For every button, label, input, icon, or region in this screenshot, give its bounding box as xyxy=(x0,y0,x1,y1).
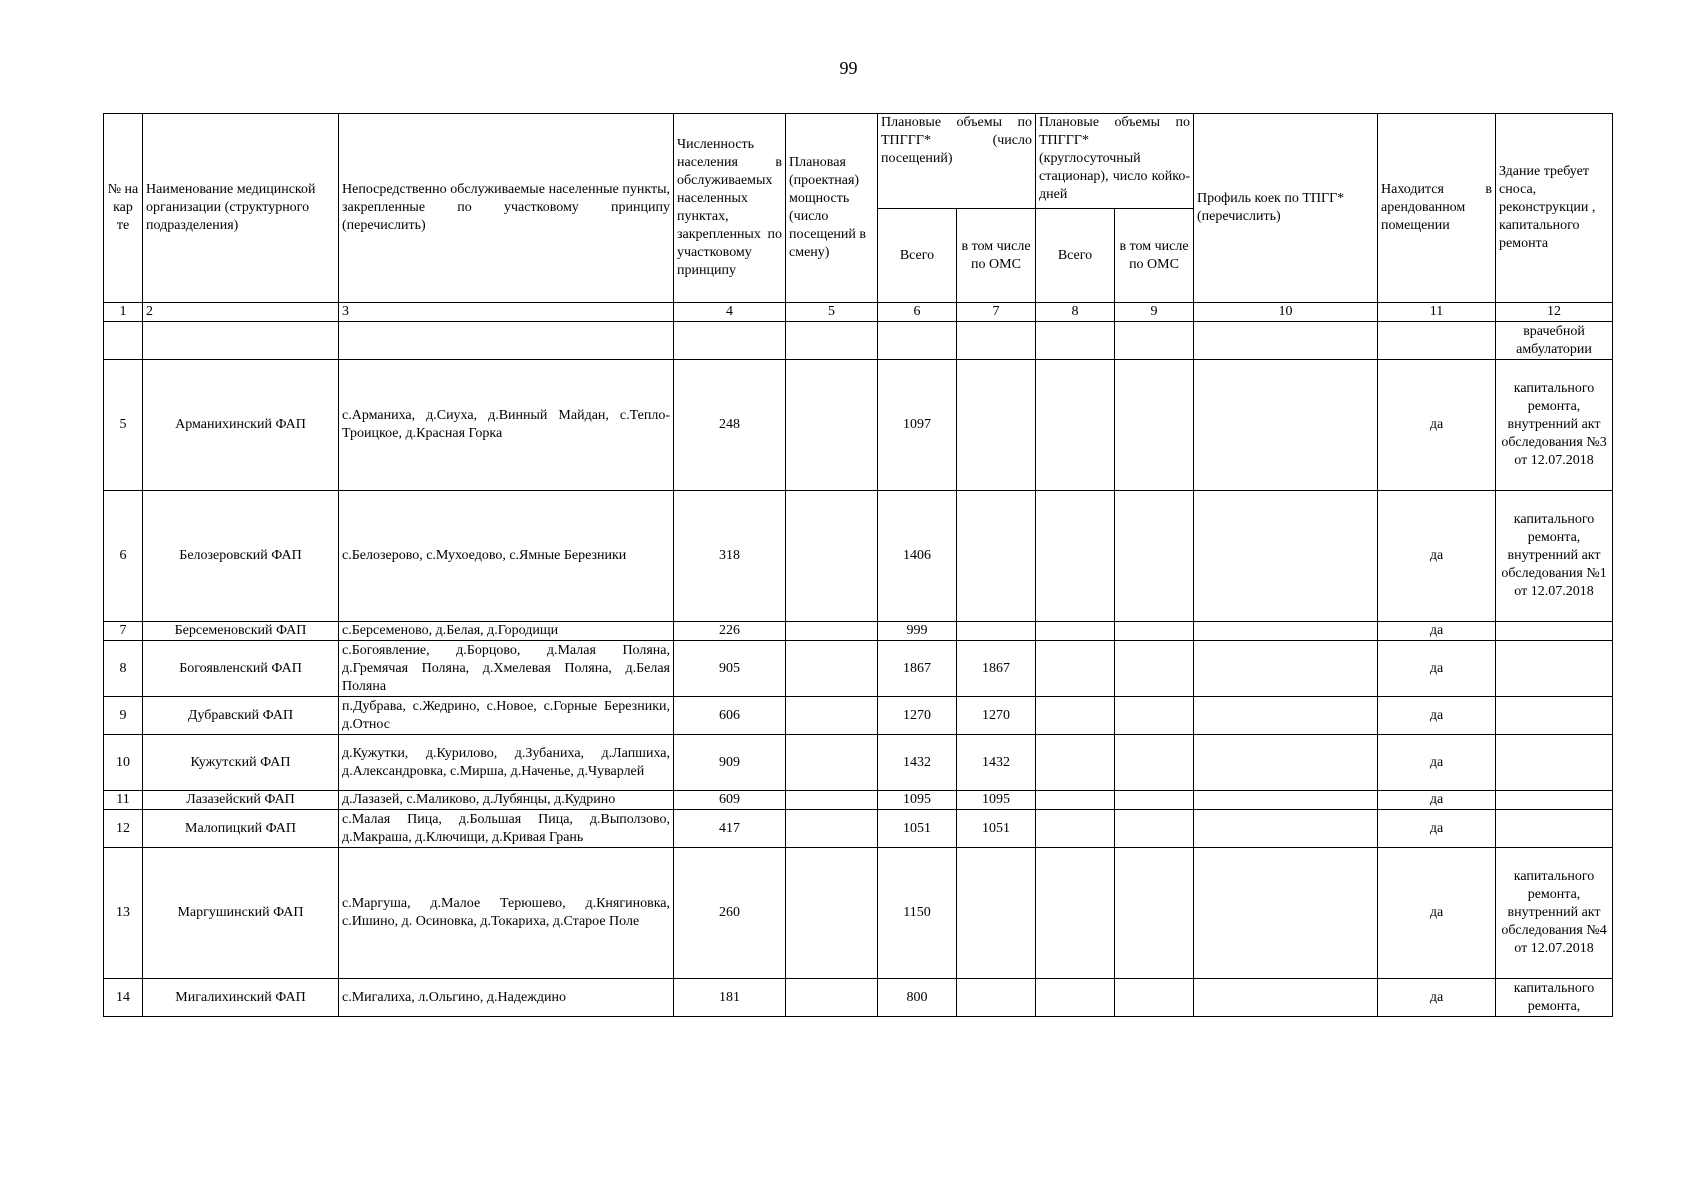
settlements-cell: с.Мигалиха, л.Ольгино, д.Надеждино xyxy=(339,979,674,1017)
visits-total-cell xyxy=(878,322,957,360)
row-number-cell: 11 xyxy=(104,791,143,810)
column-number: 11 xyxy=(1378,303,1496,322)
organization-name-cell: Мигалихинский ФАП xyxy=(143,979,339,1017)
rented-cell: да xyxy=(1378,622,1496,641)
column-number: 12 xyxy=(1496,303,1613,322)
beds-total-cell xyxy=(1036,979,1115,1017)
beds-oms-cell xyxy=(1115,791,1194,810)
row-number-cell: 13 xyxy=(104,848,143,979)
column-number: 3 xyxy=(339,303,674,322)
visits-oms-cell: 1051 xyxy=(957,810,1036,848)
building-state-cell xyxy=(1496,735,1613,791)
organization-name-cell xyxy=(143,322,339,360)
beds-total-cell xyxy=(1036,848,1115,979)
capacity-cell xyxy=(786,622,878,641)
header-bed-profile: Профиль коек по ТПГГ* (перечислить) xyxy=(1194,114,1378,303)
beds-oms-cell xyxy=(1115,697,1194,735)
rented-cell: да xyxy=(1378,979,1496,1017)
visits-oms-cell xyxy=(957,322,1036,360)
bed-profile-cell xyxy=(1194,360,1378,491)
organization-name-cell: Белозеровский ФАП xyxy=(143,491,339,622)
beds-total-cell xyxy=(1036,791,1115,810)
bed-profile-cell xyxy=(1194,810,1378,848)
capacity-cell xyxy=(786,641,878,697)
table-row xyxy=(104,360,1613,491)
header-visits-oms: в том числе по ОМС xyxy=(957,209,1036,303)
beds-total-cell xyxy=(1036,322,1115,360)
capacity-cell xyxy=(786,848,878,979)
bed-profile-cell xyxy=(1194,641,1378,697)
beds-oms-cell xyxy=(1115,979,1194,1017)
bed-profile-cell xyxy=(1194,491,1378,622)
beds-oms-cell xyxy=(1115,360,1194,491)
visits-oms-cell: 1867 xyxy=(957,641,1036,697)
visits-total-cell: 1097 xyxy=(878,360,957,491)
beds-total-cell xyxy=(1036,735,1115,791)
rented-cell: да xyxy=(1378,735,1496,791)
header-rented: Находится в арендованном помещении xyxy=(1378,114,1496,303)
row-number-cell: 8 xyxy=(104,641,143,697)
building-state-cell: капитального ремонта, xyxy=(1496,979,1613,1017)
facilities-table xyxy=(103,113,1613,1017)
settlements-cell: с.Арманиха, д.Сиуха, д.Винный Майдан, с.Тепло- Троицкое, д.Красная Горка xyxy=(339,360,674,491)
bed-profile-cell xyxy=(1194,848,1378,979)
visits-total-cell: 1406 xyxy=(878,491,957,622)
beds-oms-cell xyxy=(1115,735,1194,791)
beds-oms-cell xyxy=(1115,848,1194,979)
visits-total-cell: 1051 xyxy=(878,810,957,848)
organization-name-cell: Маргушинский ФАП xyxy=(143,848,339,979)
capacity-cell xyxy=(786,491,878,622)
organization-name-cell: Берсеменовский ФАП xyxy=(143,622,339,641)
settlements-cell: с.Малая Пица, д.Большая Пица, д.Выползово, д.Макраша, д.Ключищи, д.Кривая Грань xyxy=(339,810,674,848)
capacity-cell xyxy=(786,360,878,491)
column-number: 2 xyxy=(143,303,339,322)
capacity-cell xyxy=(786,979,878,1017)
beds-total-cell xyxy=(1036,810,1115,848)
header-organization: Наименование медицинской организации (структурного подразделения) xyxy=(143,114,339,303)
settlements-cell: д.Лазазей, с.Маликово, д.Лубянцы, д.Кудрино xyxy=(339,791,674,810)
visits-total-cell: 1095 xyxy=(878,791,957,810)
visits-oms-cell xyxy=(957,848,1036,979)
column-number: 4 xyxy=(674,303,786,322)
settlements-cell: с.Белозерово, с.Мухоедово, с.Ямные Березники xyxy=(339,491,674,622)
beds-oms-cell xyxy=(1115,322,1194,360)
table-row xyxy=(104,848,1613,979)
visits-oms-cell xyxy=(957,491,1036,622)
header-number: № на кар те xyxy=(104,114,143,303)
beds-oms-cell xyxy=(1115,491,1194,622)
beds-total-cell xyxy=(1036,360,1115,491)
visits-total-cell: 1150 xyxy=(878,848,957,979)
settlements-cell: с.Маргуша, д.Малое Терюшево, д.Княгиновка, с.Ишино, д. Осиновка, д.Токариха, д.Старое Поле xyxy=(339,848,674,979)
building-state-cell: капитального ремонта, внутренний акт обследования №1 от 12.07.2018 xyxy=(1496,491,1613,622)
bed-profile-cell xyxy=(1194,697,1378,735)
visits-total-cell: 800 xyxy=(878,979,957,1017)
population-cell: 318 xyxy=(674,491,786,622)
settlements-cell xyxy=(339,322,674,360)
settlements-cell: с.Богоявление, д.Борцово, д.Малая Поляна, д.Гремячая Поляна, д.Хмелевая Поляна, д.Белая Поляна xyxy=(339,641,674,697)
header-settlements: Непосредственно обслуживаемые населенные пункты, закрепленные по участковому принципу (перечислить) xyxy=(339,114,674,303)
rented-cell: да xyxy=(1378,791,1496,810)
table-body xyxy=(104,322,1613,1017)
row-number-cell: 10 xyxy=(104,735,143,791)
capacity-cell xyxy=(786,735,878,791)
header-building-state: Здание требует сноса, реконструкции , капитального ремонта xyxy=(1496,114,1613,303)
table-row xyxy=(104,791,1613,810)
population-cell: 909 xyxy=(674,735,786,791)
organization-name-cell: Малопицкий ФАП xyxy=(143,810,339,848)
bed-profile-cell xyxy=(1194,791,1378,810)
header-planned-beds: Плановые объемы по ТПГГГ* (круглосуточный стационар), число койко-дней xyxy=(1036,114,1194,209)
column-number: 9 xyxy=(1115,303,1194,322)
visits-total-cell: 1270 xyxy=(878,697,957,735)
bed-profile-cell xyxy=(1194,322,1378,360)
organization-name-cell: Кужутский ФАП xyxy=(143,735,339,791)
table-row xyxy=(104,735,1613,791)
building-state-cell: врачебной амбулатории xyxy=(1496,322,1613,360)
population-cell: 417 xyxy=(674,810,786,848)
building-state-cell xyxy=(1496,810,1613,848)
building-state-cell xyxy=(1496,622,1613,641)
column-number: 7 xyxy=(957,303,1036,322)
column-number-row xyxy=(104,303,1613,322)
building-state-cell xyxy=(1496,641,1613,697)
row-number-cell: 7 xyxy=(104,622,143,641)
population-cell: 248 xyxy=(674,360,786,491)
capacity-cell xyxy=(786,791,878,810)
beds-oms-cell xyxy=(1115,622,1194,641)
population-cell: 609 xyxy=(674,791,786,810)
beds-oms-cell xyxy=(1115,641,1194,697)
capacity-cell xyxy=(786,697,878,735)
column-number: 8 xyxy=(1036,303,1115,322)
population-cell xyxy=(674,322,786,360)
header-beds-total: Всего xyxy=(1036,209,1115,303)
visits-oms-cell xyxy=(957,979,1036,1017)
beds-total-cell xyxy=(1036,641,1115,697)
header-visits-total: Всего xyxy=(878,209,957,303)
visits-oms-cell: 1432 xyxy=(957,735,1036,791)
table-row xyxy=(104,979,1613,1017)
beds-total-cell xyxy=(1036,697,1115,735)
building-state-cell xyxy=(1496,697,1613,735)
rented-cell: да xyxy=(1378,810,1496,848)
table-row xyxy=(104,641,1613,697)
visits-oms-cell: 1095 xyxy=(957,791,1036,810)
capacity-cell xyxy=(786,322,878,360)
header-population: Численность населения в обслуживаемых населенных пунктах, закрепленных по участковому принципу xyxy=(674,114,786,303)
population-cell: 905 xyxy=(674,641,786,697)
header-beds-oms: в том числе по ОМС xyxy=(1115,209,1194,303)
row-number-cell: 12 xyxy=(104,810,143,848)
population-cell: 606 xyxy=(674,697,786,735)
organization-name-cell: Дубравский ФАП xyxy=(143,697,339,735)
beds-total-cell xyxy=(1036,491,1115,622)
building-state-cell: капитального ремонта, внутренний акт обследования №4 от 12.07.2018 xyxy=(1496,848,1613,979)
settlements-cell: п.Дубрава, с.Жедрино, с.Новое, с.Горные Березники, д.Относ xyxy=(339,697,674,735)
organization-name-cell: Арманихинский ФАП xyxy=(143,360,339,491)
page-number: 99 xyxy=(839,58,858,78)
organization-name-cell: Лазазейский ФАП xyxy=(143,791,339,810)
building-state-cell: капитального ремонта, внутренний акт обследования №3 от 12.07.2018 xyxy=(1496,360,1613,491)
population-cell: 226 xyxy=(674,622,786,641)
header-capacity: Плановая (проектная) мощность (число посещений в смену) xyxy=(786,114,878,303)
row-number-cell xyxy=(104,322,143,360)
rented-cell: да xyxy=(1378,697,1496,735)
settlements-cell: с.Берсеменово, д.Белая, д.Городищи xyxy=(339,622,674,641)
organization-name-cell: Богоявленский ФАП xyxy=(143,641,339,697)
settlements-cell: д.Кужутки, д.Курилово, д.Зубаниха, д.Лапшиха, д.Александровка, с.Мирша, д.Наченье, д.Чуварлей xyxy=(339,735,674,791)
header-planned-visits: Плановые объемы по ТПГГГ* (число посещений) xyxy=(878,114,1036,209)
population-cell: 181 xyxy=(674,979,786,1017)
visits-oms-cell xyxy=(957,622,1036,641)
visits-total-cell: 1432 xyxy=(878,735,957,791)
column-number: 5 xyxy=(786,303,878,322)
rented-cell xyxy=(1378,322,1496,360)
population-cell: 260 xyxy=(674,848,786,979)
visits-oms-cell: 1270 xyxy=(957,697,1036,735)
column-number: 6 xyxy=(878,303,957,322)
row-number-cell: 14 xyxy=(104,979,143,1017)
row-number-cell: 5 xyxy=(104,360,143,491)
table-row xyxy=(104,697,1613,735)
bed-profile-cell xyxy=(1194,979,1378,1017)
table-row xyxy=(104,622,1613,641)
column-number: 10 xyxy=(1194,303,1378,322)
row-number-cell: 9 xyxy=(104,697,143,735)
bed-profile-cell xyxy=(1194,735,1378,791)
rented-cell: да xyxy=(1378,641,1496,697)
building-state-cell xyxy=(1496,791,1613,810)
capacity-cell xyxy=(786,810,878,848)
rented-cell: да xyxy=(1378,491,1496,622)
table-row xyxy=(104,810,1613,848)
table-row xyxy=(104,491,1613,622)
bed-profile-cell xyxy=(1194,622,1378,641)
visits-total-cell: 1867 xyxy=(878,641,957,697)
rented-cell: да xyxy=(1378,360,1496,491)
visits-total-cell: 999 xyxy=(878,622,957,641)
beds-oms-cell xyxy=(1115,810,1194,848)
row-number-cell: 6 xyxy=(104,491,143,622)
column-number: 1 xyxy=(104,303,143,322)
visits-oms-cell xyxy=(957,360,1036,491)
rented-cell: да xyxy=(1378,848,1496,979)
beds-total-cell xyxy=(1036,622,1115,641)
table-row xyxy=(104,322,1613,360)
